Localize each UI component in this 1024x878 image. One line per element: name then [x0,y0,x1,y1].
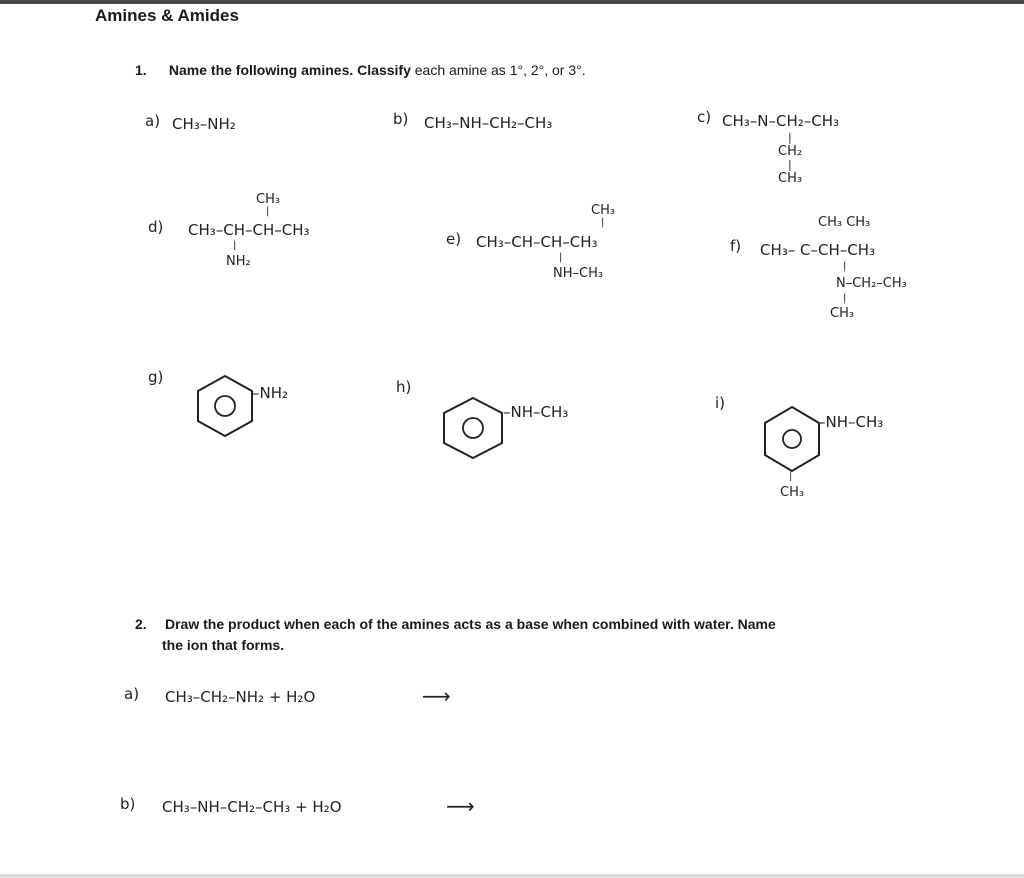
label-e: e) [446,230,462,248]
bond-e-bottom: | [559,252,563,263]
bond-c: | [788,131,792,144]
benzene-ring-icon [763,405,821,473]
question-2-number: 2. [135,616,147,632]
arrow-icon: ⟶ [446,794,475,818]
bond-f: | [843,261,847,272]
label-h: h) [396,378,412,396]
reaction-b: CH₃–NH–CH₂–CH₃ + H₂O [162,798,342,816]
arrow-icon: ⟶ [422,684,451,708]
structure-i-group: –NH–CH₃ [818,413,884,431]
question-2-line2: the ion that forms. [162,637,285,653]
bond-d-top: | [266,206,270,217]
bond-f2: | [843,293,847,304]
reaction-label-a: a) [124,685,140,703]
structure-h-group: –NH–CH₃ [503,403,569,421]
structure-e: CH₃–CH–CH–CH₃ [476,233,598,251]
label-g: g) [148,368,164,386]
structure-d: CH₃–CH–CH–CH₃ [188,221,310,239]
label-d: d) [148,218,164,236]
bond-d-bottom: | [233,240,237,251]
structure-c-sub1: CH₂ [778,144,803,159]
page-title: Amines & Amides [95,6,239,25]
question-2 [135,616,776,632]
structure-c-sub2: CH₃ [778,171,803,186]
bottom-border [0,874,1024,878]
structure-e-top: CH₃ [591,203,616,218]
structure-g-group: –NH₂ [252,384,289,402]
structure-e-bottom: NH–CH₃ [553,266,604,281]
benzene-ring-icon [442,396,504,460]
label-f: f) [730,237,742,255]
question-2-line1: Draw the product when each of the amines acts as a base when combined with water. Name [165,616,776,632]
structure-f: CH₃– C–CH–CH₃ [760,241,876,259]
label-a: a) [145,112,161,130]
reaction-a: CH₃–CH₂–NH₂ + H₂O [165,688,316,706]
label-i: i) [715,394,726,412]
structure-f-top: CH₃ CH₃ [818,215,871,230]
label-c: c) [697,108,712,126]
question-1-classify: Classify [357,62,411,78]
structure-d-top: CH₃ [256,192,281,207]
structure-b: CH₃–NH–CH₂–CH₃ [424,114,553,132]
reaction-label-b: b) [120,795,136,813]
structure-d-bottom: NH₂ [226,254,251,269]
question-1 [135,62,586,78]
question-1-number: 1. [135,62,147,78]
structure-i-bottom: CH₃ [780,485,805,500]
top-border [0,0,1024,4]
bond-e-top: | [601,217,605,228]
structure-f-sub1: N–CH₂–CH₃ [836,276,907,291]
benzene-ring-icon [196,374,254,438]
structure-c: CH₃–N–CH₂–CH₃ [722,112,840,130]
bond-c2: | [788,158,792,171]
question-1-rest: each amine as 1°, 2°, or 3°. [414,62,586,78]
structure-a: CH₃–NH₂ [172,115,236,133]
label-b: b) [393,110,409,128]
question-1-bold: Name the following amines. [168,62,354,78]
structure-f-sub2: CH₃ [830,306,855,321]
bond-i: | [789,471,793,482]
